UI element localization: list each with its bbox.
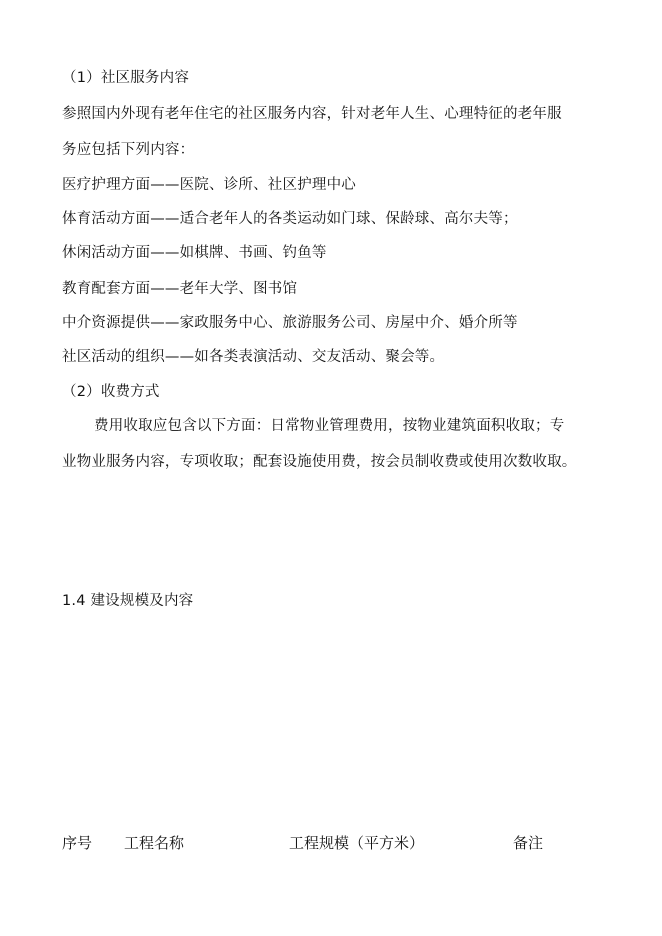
column-header-project-name: 工程名称 <box>124 834 185 852</box>
list-item-medical: 医疗护理方面——医院、诊所、社区护理中心 <box>62 177 356 193</box>
paragraph-line: 费用收取应包含以下方面：日常物业管理费用，按物业建筑面积收取；专 <box>94 418 565 434</box>
column-header-index: 序号 <box>62 834 93 852</box>
subsection-heading-community-service: （1）社区服务内容 <box>62 70 190 86</box>
list-item-agency: 中介资源提供——家政服务中心、旅游服务公司、房屋中介、婚介所等 <box>62 315 518 331</box>
section-title: 1.4 建设规模及内容 <box>62 593 194 609</box>
list-item-education: 教育配套方面——老年大学、图书馆 <box>62 281 298 297</box>
list-item-leisure: 休闲活动方面——如棋牌、书画、钓鱼等 <box>62 245 327 261</box>
paragraph-line: 参照国内外现有老年住宅的社区服务内容，针对老年人生、心理特征的老年服 <box>62 106 562 122</box>
list-item-sports: 体育活动方面——适合老年人的各类运动如门球、保龄球、高尔夫等； <box>62 211 518 227</box>
subsection-heading-charging: （2）收费方式 <box>62 384 160 400</box>
list-item-community-activities: 社区活动的组织——如各类表演活动、交友活动、聚会等。 <box>62 349 445 365</box>
column-header-project-scale: 工程规模（平方米） <box>289 834 425 852</box>
paragraph-line: 业物业服务内容，专项收取；配套设施使用费，按会员制收费或使用次数收取。 <box>62 454 577 470</box>
paragraph-line: 务应包括下列内容： <box>62 142 195 158</box>
column-header-remarks: 备注 <box>513 834 544 852</box>
